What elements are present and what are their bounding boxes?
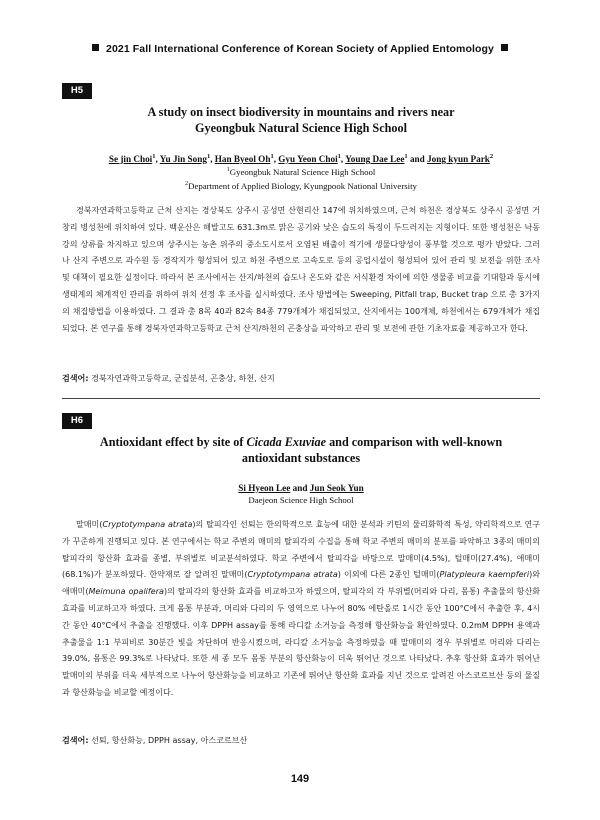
title-line: antioxidant substances [241,451,361,465]
author-name: Yu Jin Song [159,154,207,165]
keywords-label: 검색어: [62,736,89,745]
title-line: A study on insect biodiversity in mountains and rivers near [147,105,455,119]
species-name: Platypleura kaempferi [439,570,530,580]
keywords-text: 선퇴, 항산화능, DPPH assay, 아스코르브산 [91,736,248,745]
author-affil-marker: 1 [270,153,274,160]
affiliation: Daejeon Science High School [248,495,354,505]
author-list: Se jin Choi$^1$, Yu Jin Song$^1$, Han Byeol Oh$^1$, Gyu Yeon Choi$^1$, Young Dae Lee$^1$ and Jong kyun Park$^2$ [108,153,494,165]
author-name: Young Dae Lee [345,154,405,165]
square-bullet-icon [501,44,508,51]
author-list: Si Hyeon Lee and Jun Seok Yun [238,483,364,493]
keywords [62,734,540,748]
title-line [62,434,540,450]
author-name: Han Byeol Oh [214,154,271,165]
abstract-id-badge: H5 [62,83,92,99]
affiliation-list [62,164,540,192]
author-affil-marker: 1 [152,153,156,160]
author-affil-marker: 1 [206,153,211,160]
title-line: Gyeongbuk Natural Science High School [195,121,407,135]
author-name: Se jin Choi [108,154,153,165]
abstract-body: 경북자연과학고등학교 근처 산지는 경상북도 상주시 공성면 산현리산 147에 위치하였으며, 근처 하천은 경상북도 상주시 공성면 거창리 병성천에 위치하여 있다. 백운산은 해발고도 631.3m로 맑은 공기와 낮은 습도의 특징이 두드러지는 지형이다. 또한 병성천은 낙동강의 상류를 차지하고 있으며 상주시는 농촌 위주의 중소도시로서 오염된 배출이 적기에 생물다양성이 풍부할 것으로 평가 받았다. 그러나 산지 주변으로 과수원 등 경작지가 형성되어 있고 하천 주변으로 고속도로 등의 공업시설이 형성되어 있어 관리 및 보전을 위한 조사 및 대책이 필요한 실정이다. 따라서 본 조사에서는 산지/하천의 습도나 온도와 같은 서식환경 차이에 의한 생물종 비교를 기대함과 동시에 생태계의 체계적인 관리를 위하여 위치 선정 후 조사를 실시하였다. 조사 방법에는 Sweeping, Pitfall trap, Bucket trap 으로 총 3가지의 채집방법을 이용하였다. 그 결과 총 8목 40과 82속 84종 779개체가 채집되었고, 산지에서는 100개체, 하천에서는 679개체가 채집되었다. 본 연구를 통해 경북자연과학고등학교 근처 산지/하천의 곤충상을 파악하고 관리 및 보전에 관한 기초자료를 제공하고자 한다. [62,206,540,333]
affiliation-line: $^2$Department of Applied Biology, Kyungpook National University [185,179,417,191]
author-affil-marker: 1 [337,153,341,160]
author-name: Jong kyun Park [427,154,490,165]
keywords-text: 경북자연과학고등학교, 군집분석, 곤충상, 하천, 산지 [91,374,275,383]
keywords-label: 검색어: [62,374,89,383]
title-species-italic: Cicada Exuviae [246,435,327,449]
abstract-title [62,104,540,136]
species-name: Meimuna opalifera [88,587,164,597]
abstract-id-badge: H6 [62,413,92,429]
conference-title: 2021 Fall International Conference of Korean Society of Applied Entomology [106,43,494,55]
page-number: 149 [290,773,310,785]
species-name: Cryptotympana atrata [247,570,338,580]
abstract-body: 말매미(Cryptotympana atrata)의 탈피각인 선퇴는 한의학적으로 효능에 대한 분석과 키틴의 물리화학적 특성, 약리학적으로 연구가 꾸준하게 진행되고 있다. 본 연구에서는 학교 주변의 매미의 탈피각의 수집을 통해 학교 주변의 매미의 분포를 파악하고 3종의 매미의 탈피각의 항산화 효과를 종별, 부위별로 비교분석하였다. 학교 주변에서 탈피각을 바탕으로 말매미(4.5%), 털매미(27.4%), 애매미(68.1%)가 분포하였다. 한약재로 잘 알려진 말매미(Cryptotympana atrata) 이외에 다른 2종인 털매미(Platypleura kaempferi)와 애매미(Meimuna opalifera)의 탈피각의 항산화 효과를 비교하고자 하였으며, 탈피각의 각 부위별(머리와 다리, 몸통) 추출물의 항산화 효과를 비교하고자 하였다. 크게 몸통 부분과, 머리와 다리의 두 영역으로 나누어 80% 에탄올로 1시간 동안 100°C에서 추출한 후, 4시간 동안 40°C에서 추출을 진행했다. 이후 DPPH assay를 통해 라디칼 소거능을 측정해 항산화능을 확인하였다. 0.2mM DPPH 용액과 추출물을 1:1 부피비로 30분간 빛을 차단하며 반응시켰으며, 라디칼 소거능을 측정하였을 때 말매미의 경우 부위별로 머리와 다리는 39.0%, 몸통은 99.3%로 나타났다. 또한 세 종 모두 몸통 부분의 항산화능이 더욱 뛰어난 것으로 나타났다. 추후 항산화 효과가 뛰어난 말매미의 부위를 더욱 세부적으로 나누어 항산화능을 비교하고 기존에 뛰어난 항산화 효과를 지닌 것으로 알려진 아스코르브산 등의 물질과 항산화능을 비교할 예정이다. [62,520,541,697]
affiliation-line: $^1$Gyeongbuk Natural Science High School [226,166,376,177]
section-divider [62,398,540,399]
title-text: Antioxidant effect by site of [99,435,247,449]
author-name: Si Hyeon Lee [238,483,291,493]
square-bullet-icon [92,44,99,51]
abstract-title [62,434,540,466]
keywords [62,372,540,386]
author-affil-marker: 2 [489,153,494,160]
title-text: and comparison with well-known [326,435,503,449]
conference-header [0,43,600,55]
species-name: Cryptotympana atrata [102,520,193,529]
author-name: Jun Seok Yun [309,483,364,493]
author-name: Gyu Yeon Choi [278,154,338,165]
author-affil-marker: 1 [404,153,408,160]
